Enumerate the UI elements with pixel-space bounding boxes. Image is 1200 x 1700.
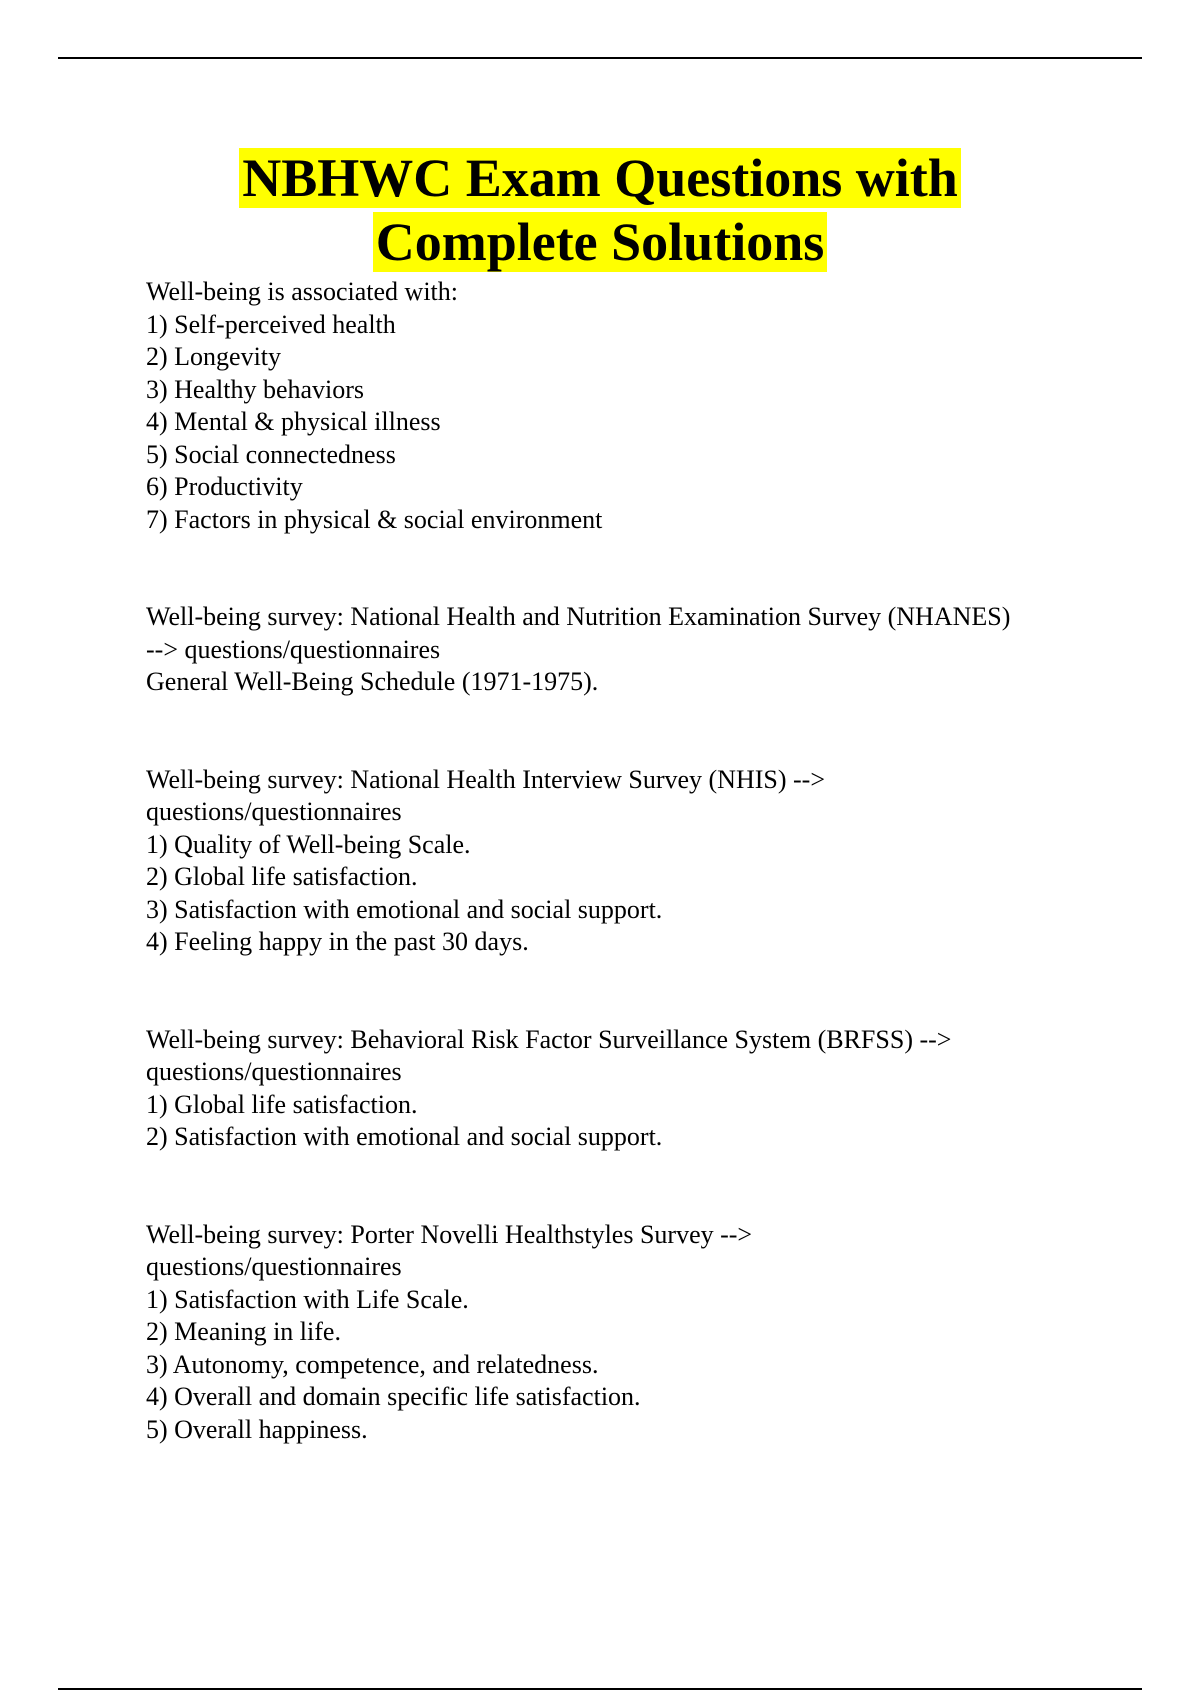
section-heading: Well-being survey: Porter Novelli Healthstyles Survey -->: [146, 1219, 753, 1249]
section-heading-continued: questions/questionnaires: [146, 1057, 402, 1086]
list-item: 1) Global life satisfaction.: [146, 1089, 418, 1119]
list-item: 4) Feeling happy in the past 30 days.: [146, 927, 529, 956]
list-item: 1) Satisfaction with Life Scale.: [146, 1284, 469, 1314]
section-heading: Well-being survey: National Health Interview Survey (NHIS) -->: [146, 764, 825, 794]
bottom-rule: [58, 1688, 1142, 1690]
section-heading: Well-being survey: National Health and Nutrition Examination Survey (NHANES): [146, 602, 1011, 631]
list-item: 4) Mental & physical illness: [146, 407, 441, 436]
list-item: 5) Social connectedness: [146, 439, 396, 469]
list-item: 4) Overall and domain specific life satisfaction.: [146, 1382, 641, 1411]
list-item: 2) Longevity: [146, 342, 282, 371]
section-porter-novelli: [146, 1219, 1106, 1447]
section-heading-continued: questions/questionnaires: [146, 1252, 402, 1281]
section-heading-continued: --> questions/questionnaires: [146, 634, 441, 664]
section-brfss: [146, 1024, 1106, 1154]
section-nhis: [146, 764, 1106, 959]
document-body: [146, 276, 1106, 1511]
title-line-1: NBHWC Exam Questions with: [239, 148, 961, 208]
section-heading-continued: questions/questionnaires: [146, 797, 402, 826]
list-item: 1) Self-perceived health: [146, 309, 396, 339]
document-title: [0, 146, 1200, 274]
list-item: 1) Quality of Well-being Scale.: [146, 829, 471, 859]
list-item: 6) Productivity: [146, 472, 303, 501]
list-item: 3) Autonomy, competence, and relatedness.: [146, 1349, 599, 1379]
section-nhanes: [146, 601, 1106, 699]
list-item: 2) Satisfaction with emotional and social support.: [146, 1122, 663, 1151]
list-item: 5) Overall happiness.: [146, 1414, 368, 1444]
top-rule: [58, 57, 1142, 59]
section-heading: Well-being survey: Behavioral Risk Factor Surveillance System (BRFSS) -->: [146, 1024, 952, 1054]
list-item: 2) Global life satisfaction.: [146, 862, 418, 891]
section-heading: Well-being is associated with:: [146, 277, 458, 306]
section-wellbeing-associations: [146, 276, 1106, 536]
list-item: 3) Healthy behaviors: [146, 374, 365, 404]
title-line-2: Complete Solutions: [373, 212, 828, 272]
list-item: 3) Satisfaction with emotional and social support.: [146, 894, 663, 924]
list-item: 2) Meaning in life.: [146, 1317, 341, 1346]
list-item: 7) Factors in physical & social environment: [146, 504, 603, 534]
list-item: General Well-Being Schedule (1971-1975).: [146, 667, 599, 696]
